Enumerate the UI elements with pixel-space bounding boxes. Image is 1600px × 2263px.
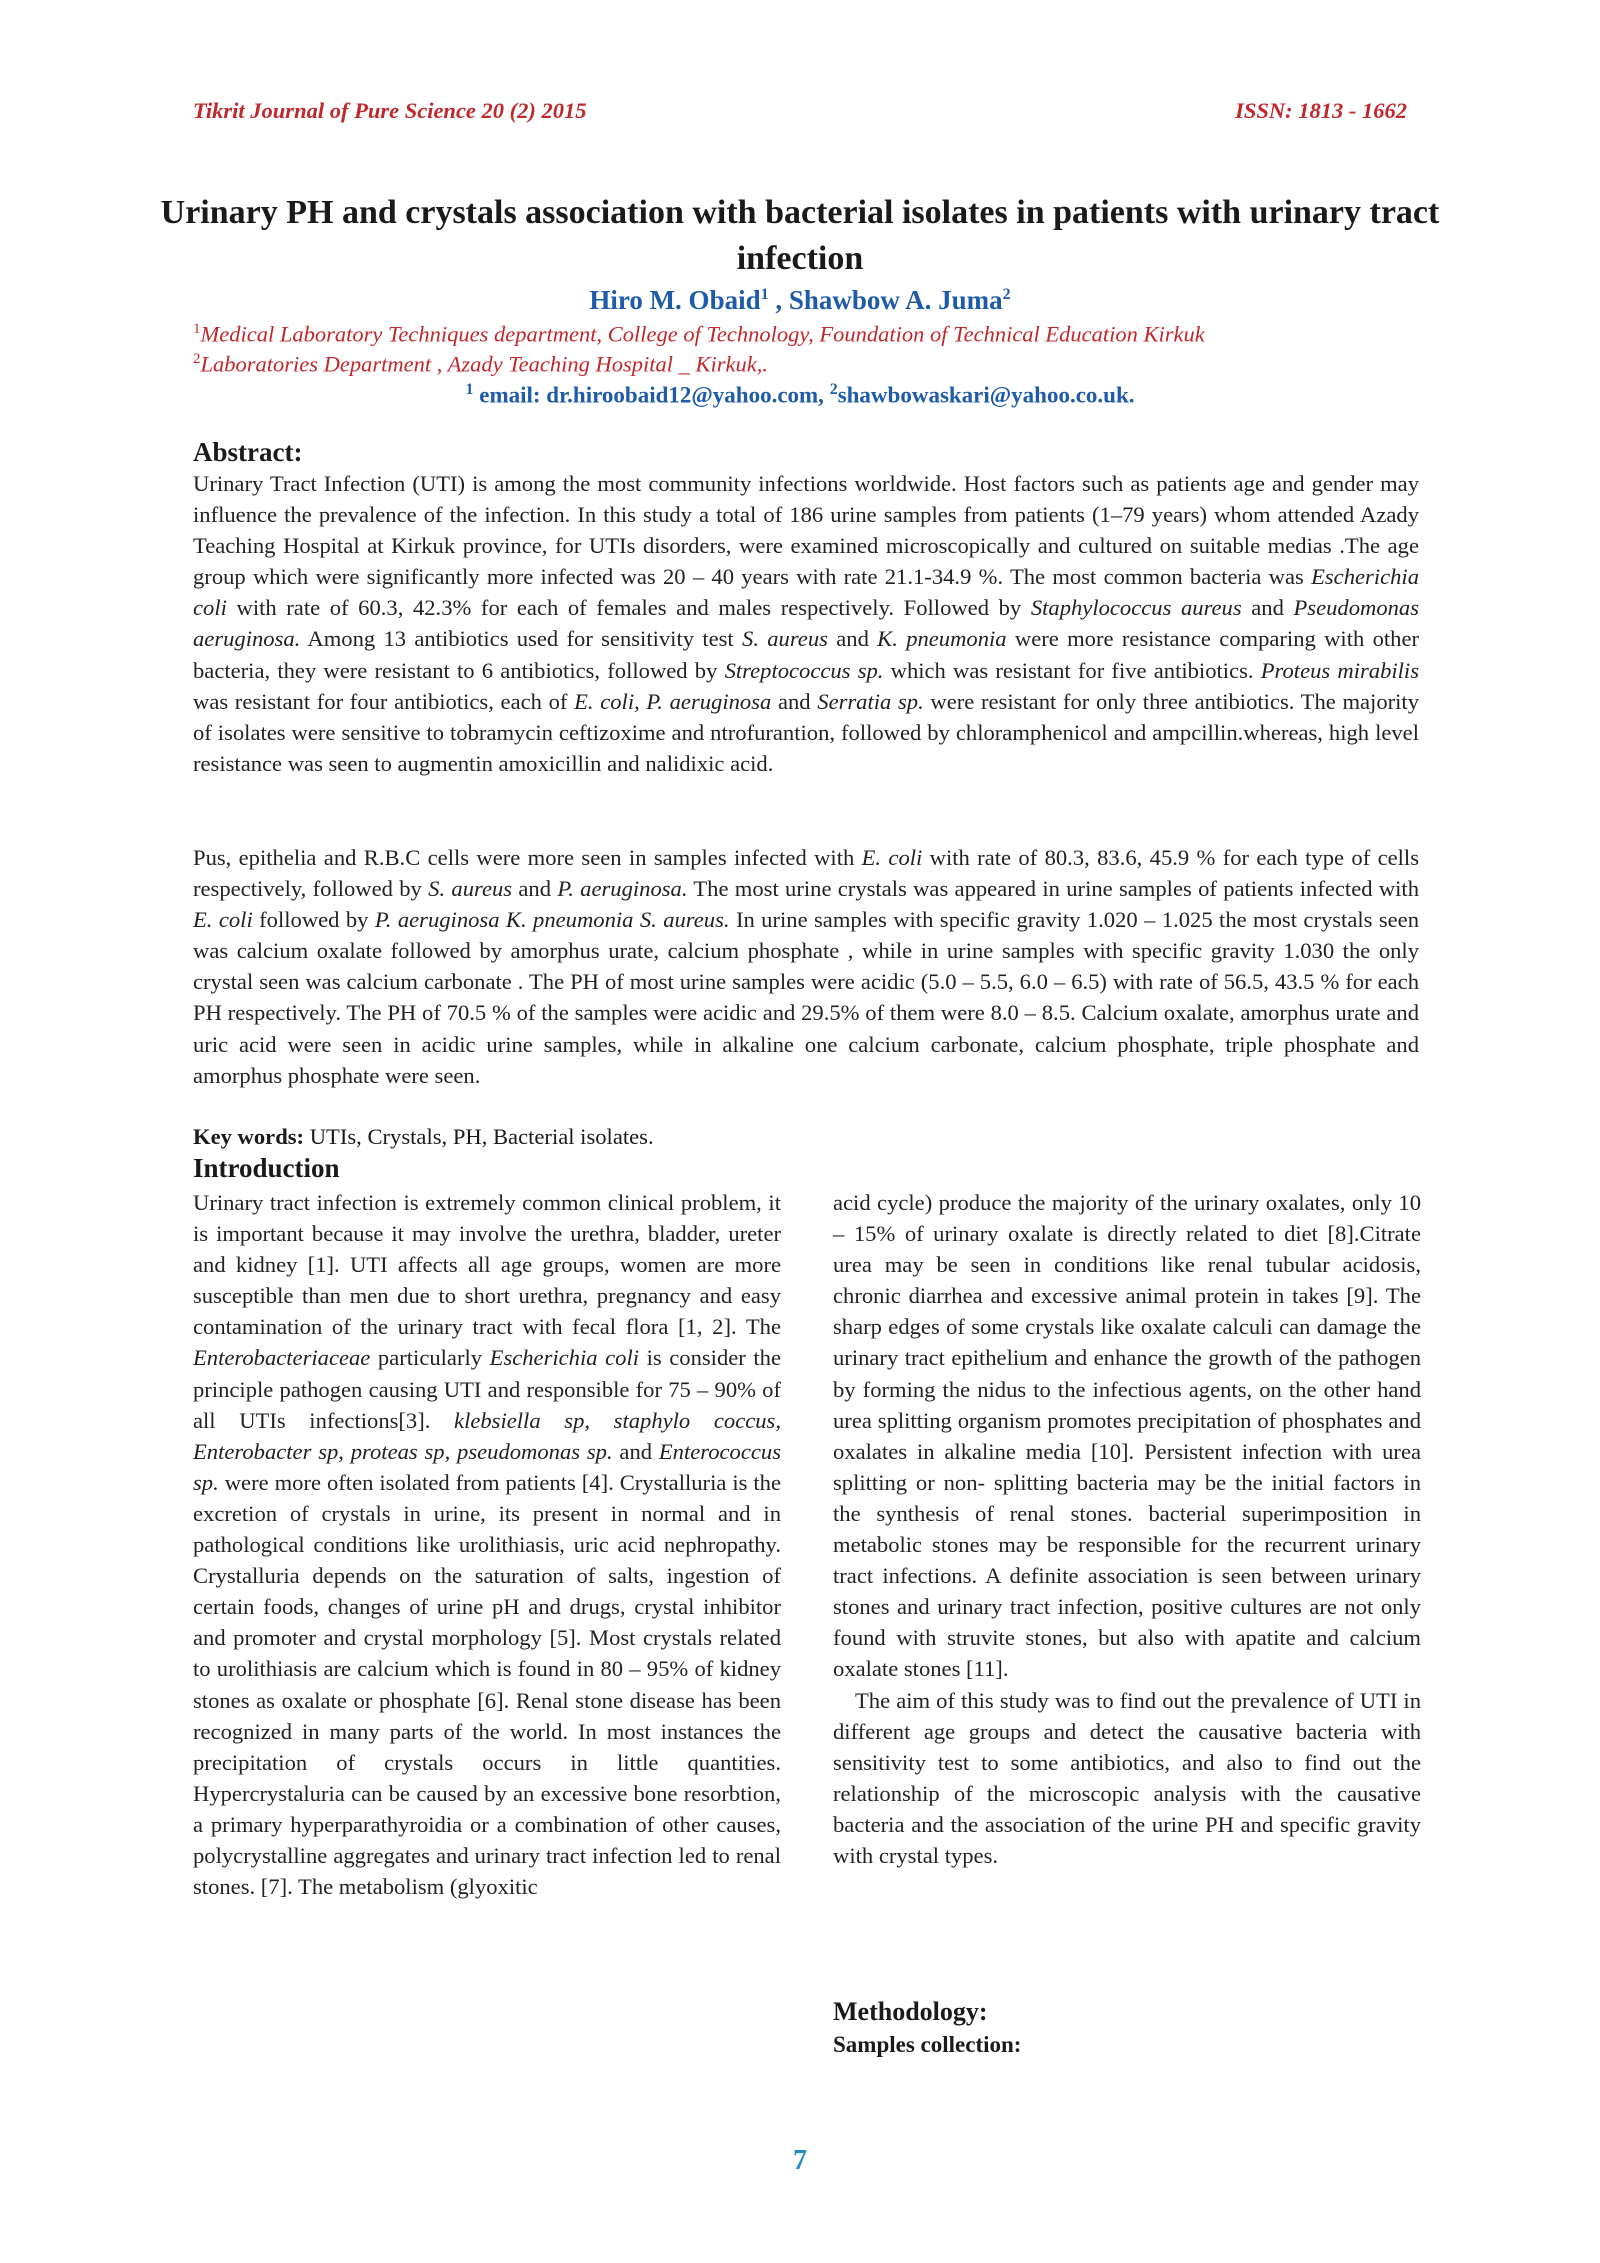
keywords-label: Key words: — [193, 1124, 305, 1149]
text-run: followed by — [252, 907, 375, 933]
text-run: particularly — [370, 1345, 490, 1371]
text-run: were resistant for only three antibiotics. The majority of isolates were sensitive to tobramycin ceftizoxime and ntrofurantion, followed by chloramphenicol and ampcillin.whereas, high level resistance was seen to augmentin amoxicillin and nalidixic acid. — [193, 688, 1419, 776]
species-name: Escherichia coli — [489, 1345, 640, 1371]
email-address: shawbowaskari@yahoo.co.uk. — [837, 382, 1135, 408]
text-run: which was resistant for five antibiotics. — [883, 657, 1261, 683]
text-run: were more often isolated from patients [4]. Crystalluria is the excretion of crystals in urine, its present in normal and in pathological conditions like urolithiasis, uric acid nephropathy. Crystalluria depends on the saturation of salts, ingestion of certain foods, changes of urine pH and drugs, crystal inhibitor and promoter and crystal morphology [5]. Most crystals related to urolithiasis are calcium which is found in 80 – 95% of kidney stones as oxalate or phosphate [6]. Renal stone disease has been recognized in many parts of the world. In most instances the precipitation of crystals occurs in little quantities. Hypercrystaluria can be caused by an excessive bone resorbtion, a primary hyperparathyroidia or a combination of other causes, polycrystalline aggregates and urinary tract infection led to renal stones. [7]. The metabolism (glyoxitic — [193, 1469, 781, 1900]
species-name: K. pneumonia — [877, 626, 1007, 652]
author-superscript: 1 — [760, 286, 769, 303]
text-run: and — [1241, 595, 1294, 621]
author-name: Hiro M. Obaid — [589, 285, 761, 315]
species-name: S. aureus — [742, 626, 828, 652]
affiliation-number: 1 — [193, 321, 201, 337]
text-run: In urine samples with specific gravity 1.020 – 1.025 the most crystals seen was calcium oxalate followed by amorphus urate, calcium phosphate , while in urine samples with specific gravity 1.030 the only crystal seen was calcium carbonate . The PH of most urine samples were acidic (5.0 – 5.5, 6.0 – 6.5) with rate of 56.5, 43.5 % for each PH respectively. The PH of 70.5 % of the samples were acidic and 29.5% of them were 8.0 – 8.5. Calcium oxalate, amorphus urate and uric acid were seen in acidic urine samples, while in alkaline one calcium carbonate, calcium phosphate, triple phosphate and amorphus phosphate were seen. — [193, 907, 1419, 1088]
text-run: with rate of 60.3, 42.3% for each of females and males respectively. Followed by — [226, 595, 1031, 621]
email-superscript: 2 — [829, 381, 838, 398]
text-run: Urinary tract infection is extremely common clinical problem, it is important because it may involve the urethra, bladder, ureter and kidney [1]. UTI affects all age groups, women are more susceptible than men due to short urethra, pregnancy and easy contamination of the urinary tract with fecal flora [1, 2]. The — [193, 1190, 781, 1340]
species-name: P. aeruginosa. — [557, 876, 688, 902]
abstract-paragraph — [193, 468, 1419, 779]
text-run: The most urine crystals was appeared in urine samples of patients infected with — [687, 876, 1420, 902]
right-column — [833, 1187, 1421, 1871]
methodology-heading: Methodology: — [833, 1997, 988, 2026]
species-name: klebsiella sp, staphylo coccus, Enterobacter sp, proteas sp, pseudomonas sp. — [193, 1407, 781, 1464]
text-run: Among 13 antibiotics used for sensitivity test — [300, 626, 743, 652]
author-superscript: 2 — [1002, 286, 1011, 303]
text-run: Pus, epithelia and R.B.C cells were more seen in samples infected with — [193, 845, 862, 870]
author-name: Shawbow A. Juma — [788, 285, 1003, 315]
author-line — [150, 278, 1450, 317]
email-address: email: dr.hiroobaid12@yahoo.com, — [473, 382, 824, 408]
text-run: and — [771, 688, 818, 714]
species-name: E. coli, P. aeruginosa — [574, 688, 772, 714]
page-number: 7 — [793, 2145, 807, 2176]
text-run: is consider the principle pathogen causing UTI and responsible for 75 – 90% of all UTIs infections[3]. — [193, 1345, 781, 1433]
journal-name: Tikrit Journal of Pure Science 20 (2) 2015 — [193, 98, 587, 123]
intro-paragraph: acid cycle) produce the majority of the urinary oxalates, only 10 – 15% of urinary oxalate is directly related to diet [8].Citrate urea may be seen in conditions like renal tubular acidosis, chronic diarrhea and excessive animal protein in takes [9]. The sharp edges of some crystals like oxalate calculi can damage the urinary tract epithelium and enhance the growth of the pathogen by forming the nidus to the infectious agents, on the other hand urea splitting organism promotes precipitation of phosphates and oxalates in alkaline media [10]. Persistent infection with urea splitting or non- splitting bacteria may be the initial factors in the synthesis of renal stones. bacterial superimposition in metabolic stones may be responsible for the recurrent urinary tract infections. A definite association is seen between urinary stones and urinary tract infection, positive cultures are not only found with struvite stones, but also with apatite and calcium oxalate stones [11]. — [833, 1190, 1421, 1682]
text-run: and — [512, 876, 558, 902]
abstract-heading: Abstract: — [193, 437, 303, 467]
keywords-text: UTIs, Crystals, PH, Bacterial isolates. — [304, 1124, 654, 1149]
species-name: Pseudomonas aeruginosa. — [193, 595, 1419, 652]
species-name: Staphylococcus aureus — [1030, 595, 1242, 621]
email-line — [150, 374, 1450, 412]
affiliation-text: Laboratories Department , Azady Teaching Hospital _ Kirkuk,. — [200, 351, 768, 377]
introduction-heading: Introduction — [193, 1153, 340, 1183]
abstract-paragraph — [193, 842, 1419, 1091]
author-separator: , — [768, 285, 789, 315]
text-run: and — [612, 1438, 659, 1464]
species-name: S. aureus — [428, 876, 513, 902]
species-name: Enterobacteriaceae — [193, 1345, 371, 1371]
text-run: was resistant for four antibiotics, each of — [193, 688, 575, 714]
text-run: and — [827, 626, 878, 652]
email-superscript: 1 — [465, 381, 474, 398]
aim-paragraph: The aim of this study was to find out the prevalence of UTI in different age groups and detect the causative bacteria with sensitivity test to some antibiotics, and also to find out the relationship of the microscopic analysis with the causative bacteria and the association of the urine PH and specific gravity with crystal types. — [833, 1687, 1421, 1868]
species-name: Escherichia coli — [193, 564, 1419, 621]
species-name: Streptococcus sp. — [724, 657, 884, 683]
species-name: P. aeruginosa K. pneumonia S. aureus. — [374, 907, 730, 933]
affiliation-text: Medical Laboratory Techniques department, College of Technology, Foundation of Technical Education Kirkuk — [200, 321, 1205, 347]
issn: ISSN: 1813 - 1662 — [1235, 98, 1407, 123]
left-column — [193, 1187, 781, 1902]
samples-collection-heading: Samples collection: — [833, 2032, 1022, 2057]
running-header — [193, 98, 1407, 132]
keywords — [193, 1121, 654, 1152]
species-name: Enterococcus sp. — [193, 1438, 781, 1495]
intro-paragraph — [193, 1187, 781, 1902]
text-run: with rate of 80.3, 83.6, 45.9 % for each type of cells respectively, followed by — [193, 845, 1419, 902]
text-run: Urinary Tract Infection (UTI) is among the most community infections worldwide. Host factors such as patients age and gender may influence the prevalence of the infection. In this study a total of 186 urine samples from patients (1–79 years) whom attended Azady Teaching Hospital at Kirkuk province, for UTIs disorders, were examined microscopically and cultured on suitable medias .The age group which were significantly more infected was 20 – 40 years with rate 21.1-34.9 %. The most common bacteria was — [193, 471, 1419, 590]
affiliation-number: 2 — [193, 351, 201, 367]
text-run: were more resistance comparing with other bacteria, they were resistant to 6 antibiotics, followed by — [193, 626, 1419, 683]
species-name: Proteus mirabilis — [1260, 657, 1419, 683]
species-name: Serratia sp. — [817, 688, 924, 714]
species-name: E. coli — [193, 907, 253, 933]
paper-title: Urinary PH and crystals association with bacterial isolates in patients with urinary tract infection — [160, 194, 1440, 277]
species-name: E. coli — [861, 845, 923, 870]
